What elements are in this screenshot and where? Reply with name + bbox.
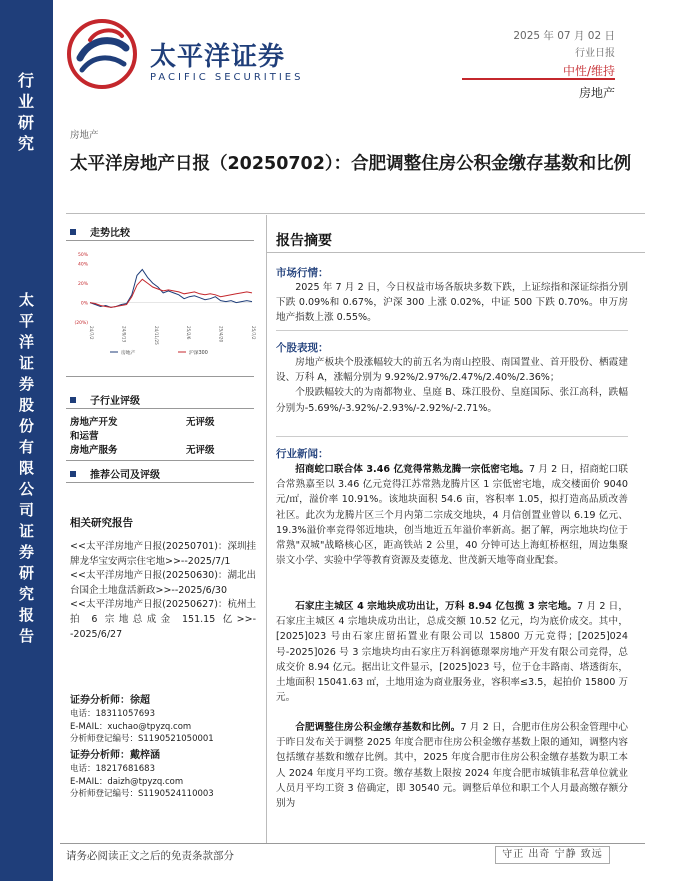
news3-body: 7 月 2 日，合肥市住房公积金管理中心于昨日发布关于调整 2025 年度合肥市住房公积金缴存基数上限的通知，调整内容包括缴存基数和缴存比例。其中，2025 年度合肥市住房公积金缴存基数为职工本人 2024 年度月平均工资。缴存基数上限按 2024 年度合肥市城镇非私营单位就业人员月平均工资 3 倍确定，即 30540 元。调整后单位和职工个人月最高缴存额分别为 [276,722,629,810]
legend-label: 沪深300 [189,351,208,356]
news-paragraph-3 [276,720,628,811]
section-rule [66,376,254,377]
logo-text-cn: 太平洋证券 [150,42,286,72]
market-heading: 市场行情： [276,267,329,279]
industry-rating-heading [70,392,140,407]
x-tick-label: 24/9/13 [121,326,127,343]
news2-headline: 石家庄主城区 4 宗地块成功出让，万科 8.94 亿包揽 3 宗宅地。 [295,601,578,612]
summary-title: 报告摘要 [276,233,332,249]
news3-headline: 合肥调整住房公积金缴存基数和比例。 [295,722,461,733]
analyst-phone: 电话：18217681683 [70,764,155,774]
bullet-square-icon [70,397,76,403]
news-paragraph-2 [276,599,628,705]
y-tick-label: 50% [77,253,88,258]
side-char: 业 [17,92,35,111]
report-type: 行业日报 [575,48,615,59]
rating-value: 无评级 [186,417,215,428]
side-char: 行 [17,71,35,90]
news-heading: 行业新闻： [276,448,329,460]
related-report-link[interactable]: <<太平洋房地产日报(20250627)：杭州土拍 6 宗地总成金 151.15 亿>>--2025/6/27 [70,599,256,640]
report-title: 太平洋房地产日报（20250702）：合肥调整住房公积金缴存基数和比例 [70,154,632,174]
related-report-link[interactable]: <<太平洋房地产日报(20250630)：湖北出台国企土地盘活新政>>--2025/6/30 [70,570,256,596]
rating-name: 房地产开发 [70,417,118,428]
related-reports-list [70,540,256,642]
side-char: 券 [18,543,34,561]
summary-rule [266,252,645,253]
recommend-title: 推荐公司及评级 [90,470,160,481]
legend-label: 房地产 [121,351,136,356]
stock-paragraph [276,355,628,416]
side-char: 究 [17,134,35,153]
company-logo [66,18,326,90]
analyst-cert: 分析师登记编号：S1190521050001 [70,734,214,744]
column-divider [266,215,267,843]
trend-section-heading [70,224,130,239]
side-char: 究 [18,585,34,603]
industry-rating-table [70,416,256,458]
side-char: 股 [18,396,34,414]
stock-heading: 个股表现： [276,342,329,354]
footer-motto: 守正 出奇 宁静 致远 [495,846,610,864]
logo-text-en: PACIFIC SECURITIES [150,72,304,83]
side-char: 证 [18,354,34,372]
section-rule [66,460,254,461]
market-paragraph [276,280,628,326]
side-label-industry-research [0,70,53,154]
industry-rating: 中性/维持 [562,64,615,78]
paragraph-rule [276,330,628,331]
side-char: 平 [18,312,34,330]
related-report-link[interactable]: <<太平洋房地产日报(20250701)：深圳挂牌龙华宝安两宗住宅地>>--2025/7/1 [70,541,256,567]
side-char: 司 [18,501,34,519]
rating-value [186,430,256,443]
side-char: 有 [18,438,34,456]
industry-rating-title: 子行业评级 [90,396,140,407]
news2-body: 7 月 2 日，石家庄主城区 4 宗地块成功出让，总成交额 10.52 亿元，均为底价成交。其中，[2025]023 号由石家庄留拓置业有限公司以 15800 万元竞得；[2025]024 号-2025]026 号 3 宗地块均由石家庄万科润德璟翠房地产开发有限公司竞得，总成交价 8.94 亿元。据出让文件显示，[2025]023 号，位于仓丰路南、塔透街东，土地面积 15041.63 ㎡，土地用途为商业服务业，容积率≤3.5，起拍价 15800 万元。 [276,601,629,704]
news-paragraph-1 [276,462,628,568]
y-tick-label: 40% [77,262,88,268]
report-date: 2025 年 07 月 02 日 [513,30,615,42]
paragraph-rule [276,436,628,437]
bullet-square-icon [70,471,76,477]
side-char: 份 [18,417,34,435]
logo-mark-icon [66,18,138,90]
header-rule [462,78,615,80]
section-rule [66,408,254,409]
side-char: 研 [17,113,35,132]
y-tick-label: (20%) [74,321,88,326]
stock-text-losers: 个股跌幅较大的为南都物业、皇庭 B、珠江股份、皇庭国际、张江高科，跌幅分别为-5.69%/-3.92%/-2.93%/-2.92%/-2.71%。 [276,387,628,414]
footer-rule [60,843,645,844]
section-rule [66,482,254,483]
series-line [90,279,252,307]
side-char: 报 [18,606,34,624]
analyst-name: 证券分析师：戴梓涵 [70,750,160,761]
stock-text-gainers: 房地产板块个股涨幅较大的前五名为南山控股、南国置业、首开股份、栖霞建设、万科 A，涨幅分别为 9.92%/2.97%/2.47%/2.40%/2.36%； [276,357,628,384]
side-char: 洋 [18,333,34,351]
side-char: 太 [18,291,34,309]
sector-label: 房地产 [578,86,615,100]
side-label-company [0,290,53,647]
side-char: 证 [18,522,34,540]
rating-value: 无评级 [186,445,215,456]
y-tick-label: 0% [80,301,88,307]
side-char: 券 [18,375,34,393]
x-tick-label: 24/7/2 [89,326,94,340]
rating-row [70,416,256,429]
side-char: 限 [18,459,34,477]
news1-headline: 招商蛇口联合体 3.46 亿竞得常熟龙腾一宗低密宅地。 [295,464,530,475]
rating-name: 房地产服务 [70,445,118,456]
footer-disclaimer: 请务必阅读正文之后的免责条款部分 [66,850,234,862]
sector-small-label: 房地产 [70,130,99,141]
analyst-cert: 分析师登记编号：S1190524110003 [70,789,214,799]
market-text: 2025 年 7 月 2 日，今日权益市场各版块多数下跌，上证综指和深证综指分别下跌 0.09%和 0.67%，沪深 300 上涨 0.02%，中证 500 下跌 0.70%。申万房地产指数上涨 0.55%。 [276,282,628,324]
bullet-square-icon [70,229,76,235]
analyst-block [70,694,256,746]
trend-chart [70,248,256,358]
trend-title: 走势比较 [90,228,130,239]
side-char: 公 [18,480,34,498]
rating-name: 和运营 [70,431,99,442]
x-tick-label: 25/4/20 [218,326,224,343]
related-reports-title: 相关研究报告 [70,517,133,529]
analyst-email[interactable]: E-MAIL：xuchao@tpyzq.com [70,721,192,732]
y-tick-label: 20% [77,282,88,288]
x-tick-label: 24/11/25 [153,326,159,345]
news1-body: 7 月 2 日，招商蛇口联合常熟嘉至以 3.46 亿元竞得江苏常熟龙腾片区 1 宗低密宅地，成交楼面价 9040 元/㎡，溢价率 10.91%。该地块面积 54.6 亩，容积率 1.05，拟打造高品质改善社区。此次为龙腾片区三个月内第二宗成交地块，4 月信创置业曾以 6.19 亿元、19.3%溢价率竞得邻近地块，创当地近五年溢价率新高。据了解，两宗地块均位于常熟"双城"战略核心区，距高铁站 2 公里，40 分钟可达上海虹桥枢纽，周边集聚崇文小学、实验中学等教育资源及麦德龙、世茂新天地等商业配套。 [276,464,628,567]
x-tick-label: 25/2/6 [186,326,192,340]
analyst-phone: 电话：18311057693 [70,709,155,719]
side-char: 告 [18,627,34,645]
side-char: 研 [18,564,34,582]
rating-row [70,430,256,443]
section-rule [66,240,254,241]
analyst-email[interactable]: E-MAIL：daizh@tpyzq.com [70,776,184,787]
x-tick-label: 25/7/2 [251,326,256,340]
analyst-block [70,749,256,801]
series-line [90,270,252,308]
rating-row [70,444,256,457]
recommend-heading [70,466,160,481]
analyst-name: 证券分析师：徐超 [70,695,150,706]
title-divider [66,213,645,214]
